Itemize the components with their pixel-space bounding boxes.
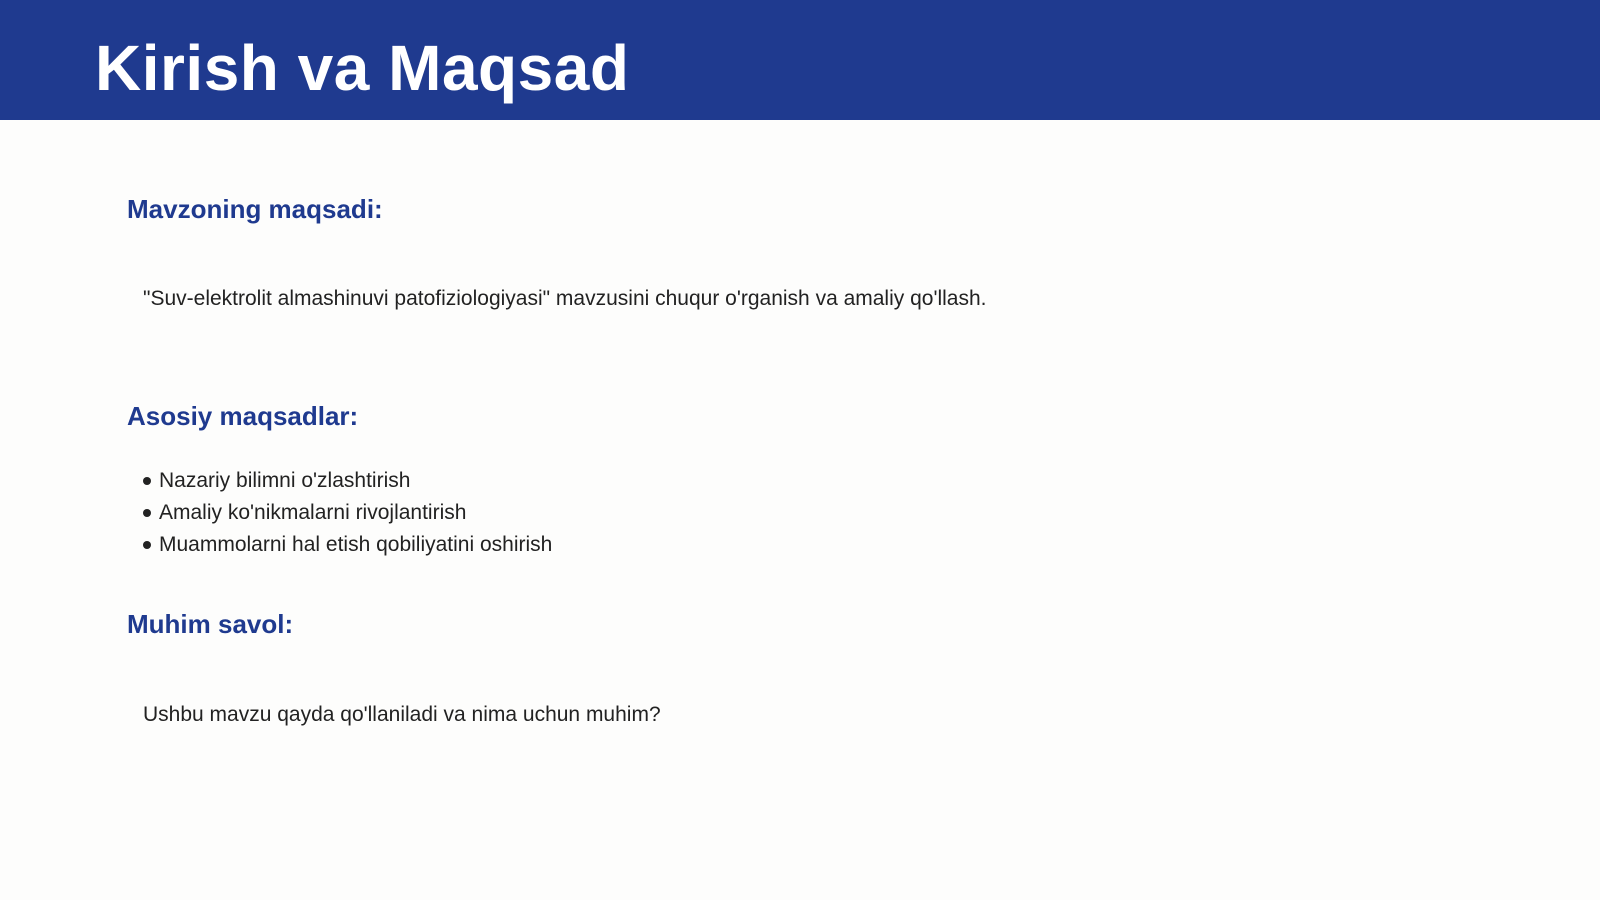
- slide-header: [0, 0, 1600, 120]
- list-item-label: Nazariy bilimni o'zlashtirish: [159, 469, 411, 492]
- question-heading: Muhim savol:: [127, 609, 294, 639]
- bullet-icon: [143, 477, 151, 485]
- list-item: [143, 529, 552, 561]
- purpose-text: "Suv-elektrolit almashinuvi patofiziologiyasi" mavzusini chuqur o'rganish va amaliy qo'llash.: [143, 287, 987, 310]
- goals-list: [143, 465, 552, 561]
- slide-content: [0, 120, 1600, 900]
- bullet-icon: [143, 509, 151, 517]
- list-item-label: Muammolarni hal etish qobiliyatini oshirish: [159, 533, 553, 556]
- goals-heading: Asosiy maqsadlar:: [127, 401, 359, 431]
- list-item: [143, 465, 552, 497]
- list-item-label: Amaliy ko'nikmalarni rivojlantirish: [159, 501, 467, 524]
- page-title: Kirish va Maqsad: [95, 32, 630, 104]
- list-item: [143, 497, 552, 529]
- bullet-icon: [143, 541, 151, 549]
- purpose-heading: Mavzoning maqsadi:: [127, 194, 383, 224]
- question-text: Ushbu mavzu qayda qo'llaniladi va nima uchun muhim?: [143, 703, 661, 726]
